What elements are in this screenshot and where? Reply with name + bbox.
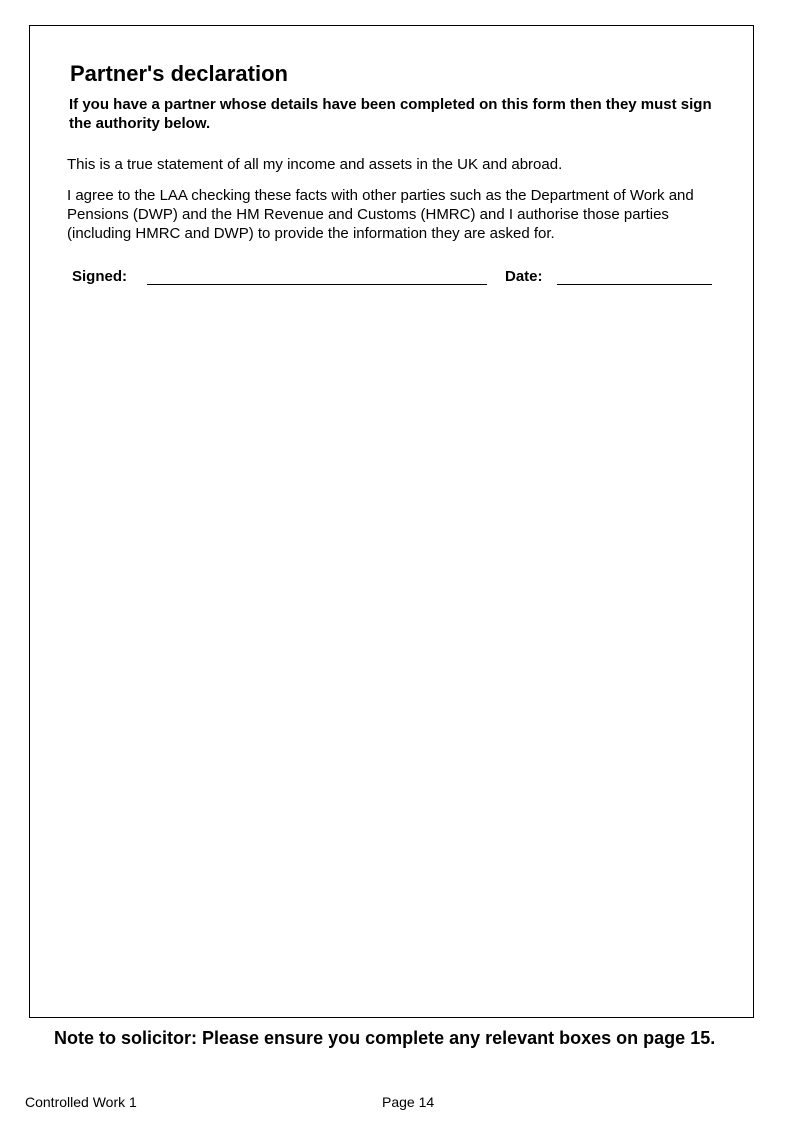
date-line[interactable] — [557, 284, 712, 285]
statement-consent: I agree to the LAA checking these facts with other parties such as the Department of Work and Pensions (DWP) and the HM Revenue and Customs (HMRC) and I authorise those parties (including HMRC and DWP) to provide the information they are asked for. — [67, 187, 694, 242]
footer-page-number: Page 14 — [382, 1094, 435, 1110]
signature-line[interactable] — [147, 284, 487, 285]
signed-label: Signed: — [72, 268, 127, 285]
section-title: Partner's declaration — [70, 61, 288, 86]
statement-income: This is a true statement of all my income and assets in the UK and abroad. — [67, 156, 563, 173]
footer-form-name: Controlled Work 1 — [25, 1094, 137, 1110]
date-label: Date: — [505, 268, 543, 285]
solicitor-note: Note to solicitor: Please ensure you complete any relevant boxes on page 15. — [54, 1028, 716, 1048]
section-subtitle: If you have a partner whose details have been completed on this form then they must sign the authority below. — [69, 96, 712, 132]
